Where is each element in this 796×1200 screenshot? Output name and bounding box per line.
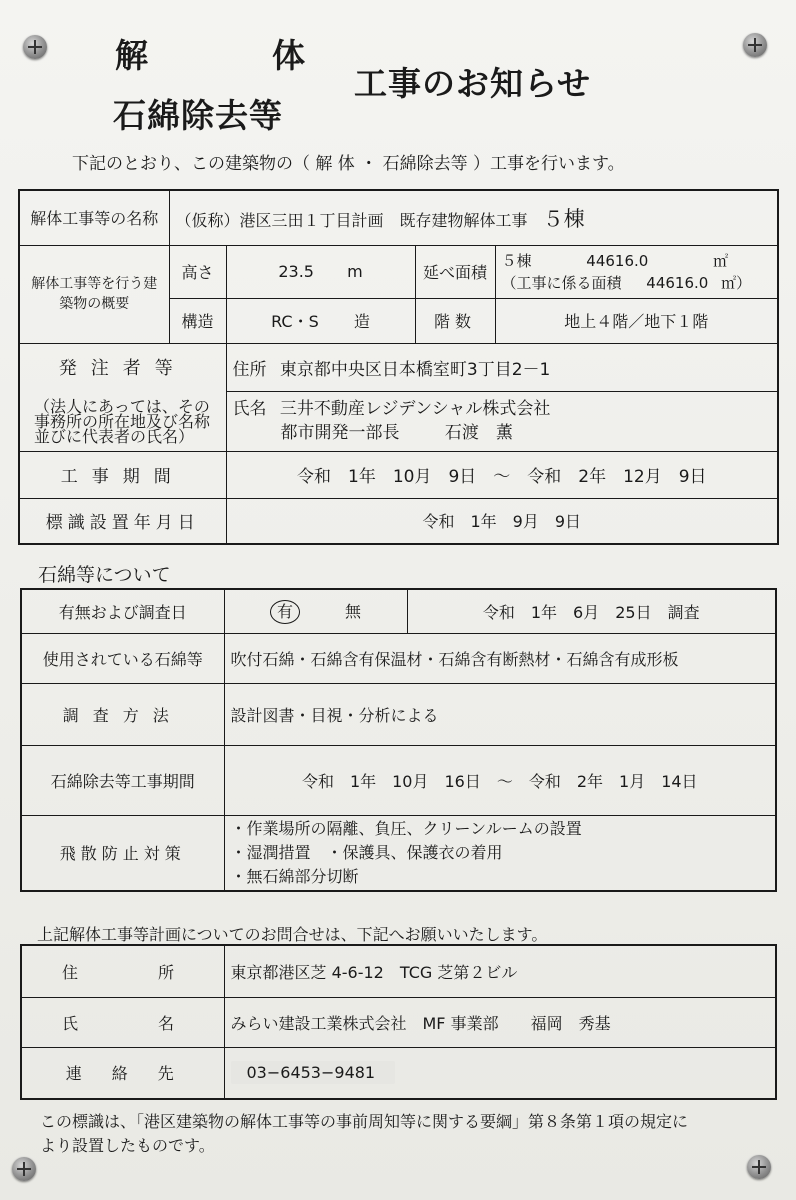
table-row	[21, 633, 776, 683]
removal-label: 石綿除去等工事期間	[21, 745, 224, 815]
title-notice: 工事のお知らせ	[354, 64, 592, 103]
table-row	[19, 245, 778, 298]
screw-icon	[23, 35, 47, 59]
method-label: 調査方法	[21, 683, 224, 745]
title-asbestos: 石綿除去等	[113, 96, 283, 135]
table-row	[19, 343, 778, 391]
footer-line-2: より設置したものです。	[40, 1136, 215, 1155]
table-row	[21, 815, 776, 891]
project-name-value: （仮称）港区三田１丁目計画 既存建物解体工事	[175, 210, 528, 230]
floor-area-unit: ㎡	[713, 251, 729, 270]
structure-cell	[226, 298, 415, 343]
asbestos-table	[20, 588, 777, 892]
height-unit: m	[347, 262, 363, 281]
presence-cell	[224, 589, 407, 633]
inquiry-name-label: 氏名	[21, 997, 224, 1047]
client-rep: 石渡 薫	[444, 423, 513, 443]
work-area-value: 44616.0	[646, 273, 709, 292]
title-kaitai-2: 体	[272, 36, 306, 75]
client-note: （法人にあっては、その事務所の所在地及び名称並びに代表者の氏名）	[19, 391, 226, 451]
stories-label: 階数	[415, 298, 495, 343]
table-row	[21, 1047, 776, 1099]
period-value: 令和 1年 10月 9日 ～ 令和 2年 12月 9日	[226, 451, 778, 498]
contact-label: 連絡先	[21, 1047, 224, 1099]
address-label: 住所	[232, 359, 267, 380]
period-label: 工事期間	[19, 451, 226, 498]
client-dept: 都市開発一部長	[280, 423, 400, 443]
table-row	[21, 683, 776, 745]
height-cell	[226, 245, 415, 298]
contact-table	[20, 944, 777, 1100]
title-kaitai-1: 解	[115, 36, 149, 75]
inquiry-intro: 上記解体工事等計画についてのお問合せは、下記へお願いいたします。	[37, 925, 548, 944]
screw-icon	[747, 1155, 771, 1179]
used-label: 使用されている石綿等	[21, 633, 224, 683]
client-company: 三井不動産レジデンシャル株式会社	[279, 399, 551, 419]
method-value: 設計図書・目視・分析による	[224, 683, 776, 745]
sign-date-value: 令和 1年 9月 9日	[226, 498, 778, 544]
inquiry-address-label: 住所	[21, 945, 224, 997]
client-label: 発注者等	[19, 343, 226, 391]
inquiry-address-value: 東京都港区芝 4-6-12 TCG 芝第２ビル	[224, 945, 776, 997]
structure-label: 構造	[169, 298, 226, 343]
client-address-cell	[226, 343, 778, 391]
presence-yes: 有	[270, 600, 300, 624]
table-row	[19, 451, 778, 498]
removal-value: 令和 1年 10月 16日 ～ 令和 2年 1月 14日	[224, 745, 776, 815]
contact-phone: 03−6453−9481	[231, 1061, 396, 1084]
work-area-label: （工事に係る面積	[501, 273, 622, 292]
project-table	[18, 189, 779, 545]
sign-date-label: 標識設置年月日	[19, 498, 226, 544]
presence-label: 有無および調査日	[21, 589, 224, 633]
inquiry-name-value: みらい建設工業株式会社 MF 事業部 福岡 秀基	[224, 997, 776, 1047]
list-item: ・無石綿部分切断	[230, 866, 359, 886]
project-name-cell	[169, 190, 778, 245]
prevention-list	[224, 815, 776, 891]
floor-area-label: 延べ面積	[415, 245, 495, 298]
list-item: ・湿潤措置 ・保護具、保護衣の着用	[230, 842, 503, 862]
presence-no: 無	[345, 601, 362, 621]
project-name-label: 解体工事等の名称	[19, 190, 169, 245]
footer-note	[40, 1110, 770, 1158]
intro-text: 下記のとおり、この建築物の（ 解 体 ・ 石綿除去等 ）工事を行います。	[72, 154, 625, 174]
height-value: 23.5	[278, 262, 314, 281]
table-row	[21, 997, 776, 1047]
floor-area-cell	[495, 245, 778, 298]
table-row	[21, 945, 776, 997]
structure-value: RC・S	[271, 312, 319, 331]
table-row	[19, 391, 778, 451]
screw-icon	[743, 33, 767, 57]
height-label: 高さ	[169, 245, 226, 298]
name2-label: 氏名	[232, 399, 267, 419]
floor-area-value: 44616.0	[586, 251, 649, 270]
stories-value: 地上４階／地下１階	[495, 298, 778, 343]
prevention-label: 飛散防止対策	[21, 815, 224, 891]
screw-icon	[12, 1157, 36, 1181]
used-value: 吹付石綿・石綿含有保温材・石綿含有断熱材・石綿含有成形板	[224, 633, 776, 683]
footer-line-1: この標識は、「港区建築物の解体工事等の事前周知等に関する要綱」第８条第１項の規定に	[40, 1112, 689, 1131]
survey-date: 令和 1年 6月 25日 調査	[407, 589, 776, 633]
project-name-bldg: ５棟	[542, 206, 585, 231]
table-row	[21, 745, 776, 815]
structure-suffix: 造	[353, 312, 370, 331]
table-row	[19, 498, 778, 544]
list-item: ・作業場所の隔離、負圧、クリーンルームの設置	[230, 818, 582, 838]
client-name-cell	[226, 391, 778, 451]
asbestos-heading: 石綿等について	[38, 564, 171, 586]
floor-area-bldg: ５棟	[501, 251, 532, 270]
work-area-unit: ㎡）	[721, 273, 752, 292]
overview-label: 解体工事等を行う建築物の概要	[19, 245, 169, 343]
table-row	[21, 589, 776, 633]
contact-cell	[224, 1047, 776, 1099]
table-row	[19, 190, 778, 245]
client-address-value: 東京都中央区日本橋室町3丁目2－1	[279, 359, 551, 380]
